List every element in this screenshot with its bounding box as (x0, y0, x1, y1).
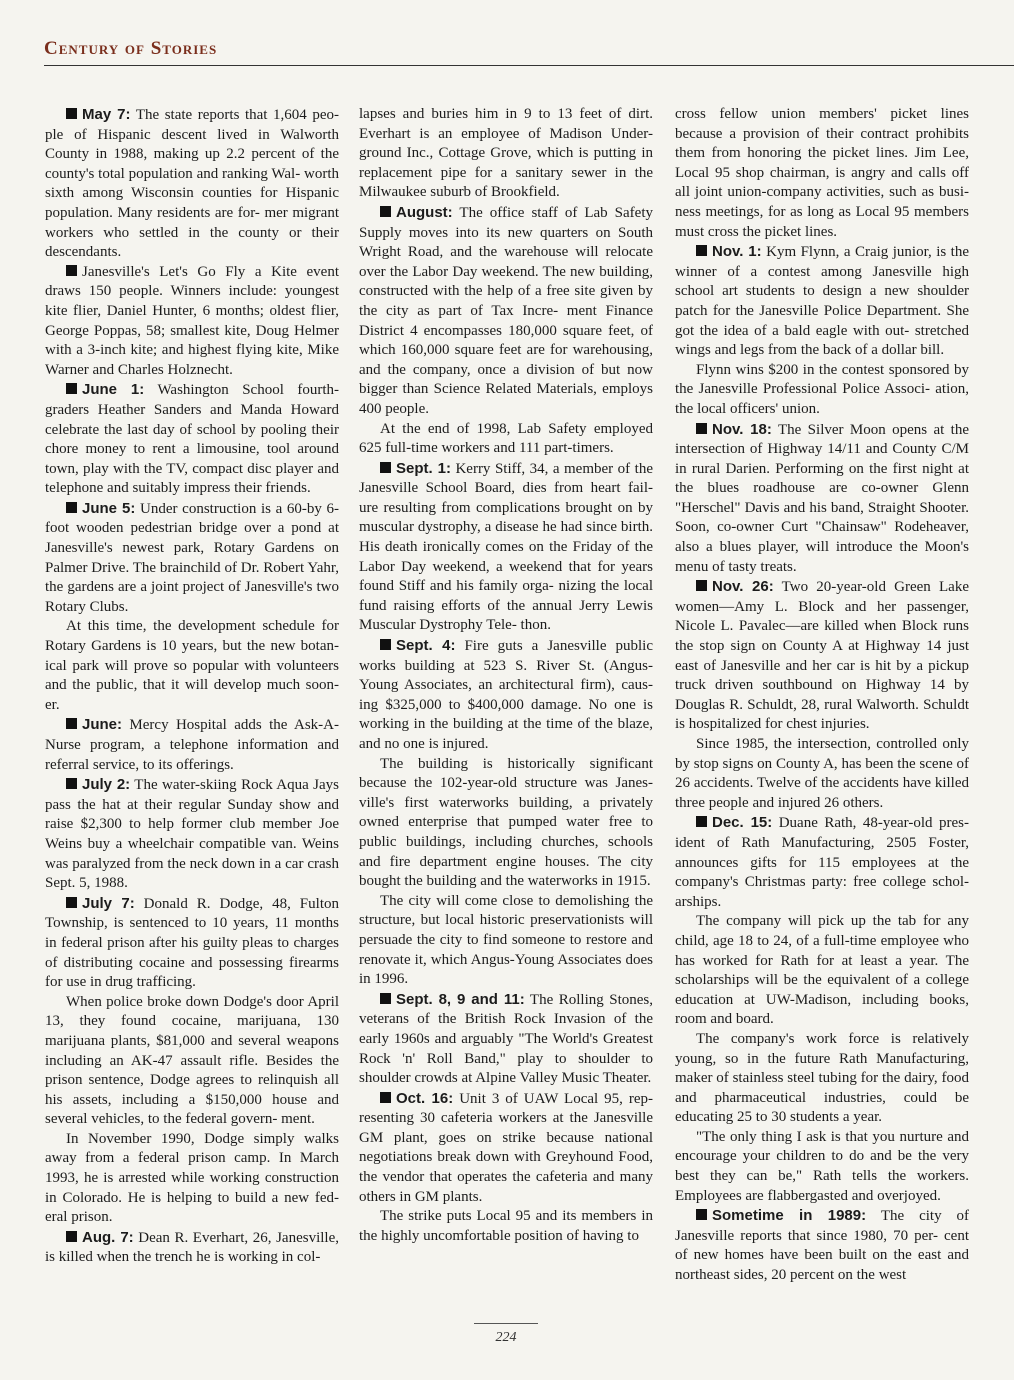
entry-date: Dec. 15: (712, 814, 773, 832)
dated-entry (45, 380, 339, 499)
paragraph: At this time, the development schedule for Rotary Gardens is 10 years, but the new botan- ical park will prove so popular with volunteers and the public, that it will develop much soon- er. (45, 618, 339, 713)
square-bullet-icon (66, 502, 77, 513)
dated-entry (45, 894, 339, 993)
entry-date: Nov. 18: (712, 420, 772, 438)
dated-entry (359, 203, 653, 420)
square-bullet-icon (66, 265, 77, 276)
entry-date: July 2: (82, 776, 131, 794)
entry-date: Oct. 16: (396, 1089, 454, 1107)
entry-text: Dean R. Everhart, 26, Janesville, is killed when the trench he is working in col- (45, 1229, 339, 1266)
square-bullet-icon (66, 1231, 77, 1242)
paragraph: The company's work force is relatively young, so in the future Rath Manufacturing, maker of stainless steel tubing for the dairy, food and pharmaceutical industries, could be educating 25 to 30 students a year. (675, 1030, 969, 1126)
continued-paragraph: cross fellow union members' picket lines because a provision of their contract prohibits them from honoring the picket lines. Jim Lee, Local 95 shop chairman, is angry and calls off all joint union-company activities, such as busi- ness meetings, for as long as Local 95 members must cross the picket lines. (675, 106, 969, 240)
header-rule (44, 65, 1014, 66)
paragraph: In November 1990, Dodge simply walks away from a federal prison camp. In March 1993, he is arrested while working construction in Colorado. He is helping to build a new fed- eral prison. (45, 1130, 339, 1226)
text-column-2 (359, 105, 653, 1246)
running-title: Century of Stories (44, 38, 218, 59)
page-number: 224 (495, 1330, 517, 1345)
dated-entry (675, 420, 969, 578)
paragraph: "The only thing I ask is that you nurture and encourage your children to do and be the very best they can be," Rath tells the workers. Employees are flabbergasted and overjoyed. (675, 1128, 969, 1204)
footer-rule (474, 1323, 538, 1324)
entry-date: Nov. 1: (712, 243, 762, 261)
square-bullet-icon (66, 897, 77, 908)
dated-entry (359, 636, 653, 755)
square-bullet-icon (380, 1092, 391, 1103)
entry-text: The Rolling Stones, veterans of the British Rock Invasion of the early 1960s and arguably "The World's Greatest Rock 'n' Roll Band," play to shoulder to shoulder crowds at Alpine Valley Music Theater. (359, 991, 653, 1087)
entry-date: June 1: (82, 381, 145, 399)
entry-text: Donald R. Dodge, 48, Fulton Township, is sentenced to 10 years, 11 months in federal prison after his guilty pleas to charges of distributing cocaine and possessing firearms for use in drug trafficing. (45, 895, 339, 991)
square-bullet-icon (696, 423, 707, 434)
entry-date: Nov. 26: (712, 578, 774, 596)
entry-date: Sometime in 1989: (712, 1207, 867, 1225)
entry-date: Aug. 7: (82, 1228, 134, 1246)
entry-text: Two 20-year-old Green Lake women—Amy L. Block and her passenger, Nicole L. Pavalec—are killed when Block runs the stop sign on County A at Highway 14 just east of Janesville and her car is hit by a pickup truck driven southbound on Highway 14 by Douglas R. Schuldt, 28, rural Walworth. Schuldt is hospitalized for chest injuries. (675, 579, 969, 733)
dated-entry (675, 1206, 969, 1285)
square-bullet-icon (380, 206, 391, 217)
square-bullet-icon (66, 718, 77, 729)
entry-text: The Silver Moon opens at the intersection of Highway 14/11 and County C/M in rural Darien. Performing on the first night at the blues roadhouse are co-owner Glenn "Herschel" Davis and his band, Straight Shooter. Soon, co-owner Curt "Chainsaw" Rodeheaver, also a blues player, will introduce the Moon's menu of tasty treats. (675, 421, 969, 575)
entry-text: Washington School fourth- graders Heather Sanders and Manda Howard celebrate the last day of school by pooling their chore money to rent a limousine, tool around town, play with the TV, compact disc player and telephone and suitably impress their friends. (45, 382, 340, 497)
entry-text: Kerry Stiff, 34, a member of the Janesville School Board, dies from heart fail- ure resulting from complications brought on by muscular dystrophy, a disease he had since birth. His death ironically comes on the Friday of the Labor Day weekend, a weekend that for years found Stiff and his family orga- nizing the local fund raising efforts of the annual Jerry Lewis Muscular Dystrophy Tele- thon. (359, 460, 653, 634)
entry-date: August: (396, 203, 453, 221)
square-bullet-icon (66, 778, 77, 789)
entry-text: Kym Flynn, a Craig junior, is the winner of a contest among Janesville high school art students to design a new shoulder patch for the Janesville Police Department. She got the idea of a bald eagle with out- stretched wings and legs from the back of a dollar bill. (675, 244, 969, 359)
dated-entry (675, 813, 969, 912)
paragraph: The strike puts Local 95 and its members in the highly uncomfortable position of having to (359, 1208, 653, 1244)
text-column-3 (675, 105, 969, 1286)
dated-entry (45, 715, 339, 775)
paragraph: When police broke down Dodge's door April 13, they found cocaine, marijuana, 130 marijuana plants, $81,000 and several weapons including an AK-47 assault rifle. Besides the prison sentence, Dodge agrees to relinquish all his assets, including a $150,000 house and several vehicles, to the federal govern- ment. (45, 993, 339, 1128)
entry-text: The state reports that 1,604 peo- ple of Hispanic descent lived in Walworth County in 1988, making up 2.2 percent of the county's total population and ranking Wal- worth sixth among Wisconsin counties for Hispanic population. Many residents are for- mer migrant workers who settled in the county or their descendants. (45, 107, 340, 261)
text-column-1 (45, 105, 339, 1268)
entry-date: June: (82, 716, 123, 734)
paragraph: Since 1985, the intersection, controlled only by stop signs on County A, has been the scene of 26 accidents. Twelve of the accidents have killed three people and injured 26 others. (675, 736, 969, 811)
dated-entry (45, 775, 339, 894)
square-bullet-icon (66, 383, 77, 394)
entry-text: Mercy Hospital adds the Ask-A- Nurse program, a telephone information and referral service, to its offerings. (45, 717, 339, 773)
square-bullet-icon (380, 462, 391, 473)
paragraph: Flynn wins $200 in the contest sponsored by the Janesville Professional Police Associ- ation, the local officers' union. (675, 361, 969, 417)
page-header (44, 38, 994, 60)
dated-entry (45, 105, 339, 263)
square-bullet-icon (696, 1209, 707, 1220)
paragraph: At the end of 1998, Lab Safety employed 625 full-time workers and 111 part-timers. (359, 420, 653, 457)
entry-text: The city of Janesville reports that since 1980, 70 per- cent of new homes have been built on the east and northeast sides, 20 percent on the west (675, 1208, 970, 1284)
dated-entry (45, 1228, 339, 1268)
square-bullet-icon (696, 816, 707, 827)
paragraph: The company will pick up the tab for any child, age 18 to 24, of a full-time employee who has worked for Rath for at least a year. The scholarships will be the equivalent of a college education at UW-Madison, including books, room and board. (675, 913, 969, 1028)
square-bullet-icon (66, 108, 77, 119)
dated-entry (45, 263, 339, 381)
paragraph: The city will come close to demolishing the structure, but local historic preservationists will persuade the city to find someone to restore and renovate it, which Angus-Young Associates does in 1996. (359, 892, 653, 988)
entry-text: Janesville's Let's Go Fly a Kite event draws 150 people. Winners include: youngest kite flier, Daniel Hunter, 6 months; oldest flier, George Poppas, 58; smallest kite, Doug Helmer with a 3-inch kite; and highest flying kite, Mike Warner and Charles Holznecht. (45, 263, 339, 378)
entry-date: July 7: (82, 894, 135, 912)
square-bullet-icon (380, 639, 391, 650)
page-footer (474, 1323, 538, 1346)
dated-entry (675, 577, 969, 735)
entry-date: Sept. 8, 9 and 11: (396, 990, 525, 1008)
entry-text: Under construction is a 60-by 6-foot wooden pedestrian bridge over a pond at Janesville's newest park, Rotary Gardens on Palmer Drive. The brainchild of Dr. Robert Yahr, the gardens are a joint project of Janesville's two Rotary Clubs. (45, 500, 340, 615)
continued-paragraph: lapses and buries him in 9 to 13 feet of dirt. Everhart is an employee of Madison Under- ground Inc., Cottage Grove, which is putting in replacement pipe for a sanitary sewer in the Milwaukee suburb of Brookfield. (359, 106, 653, 201)
entry-date: June 5: (82, 499, 136, 517)
dated-entry (359, 990, 653, 1089)
dated-entry (45, 499, 339, 618)
square-bullet-icon (696, 245, 707, 256)
paragraph: The building is historically significant because the 102-year-old structure was Janes- ville's first waterworks building, a privately owned enterprise that pumped water free to public buildings, including churches, schools and fire department engine houses. The city bought the building and the waterworks in 1915. (359, 755, 653, 890)
square-bullet-icon (380, 993, 391, 1004)
entry-text: Duane Rath, 48-year-old pres- ident of Rath Manufacturing, 2505 Foster, announces gifts for 115 employees at the company's Christmas party: free college schol- arships. (675, 815, 969, 910)
dated-entry (359, 459, 653, 636)
square-bullet-icon (696, 580, 707, 591)
entry-text: The office staff of Lab Safety Supply moves into its new quarters on South Wright Road, and the warehouse will relocate over the Labor Day weekend. The new building, constructed with the help of a free site given by the city as part of Tax Incre- ment Finance District 4 encompasses 180,000 square feet, of which 160,000 square feet are for warehousing, and the company, once a division of but now bigger than Science Related Materials, employs 400 people. (359, 204, 653, 417)
entry-text: Unit 3 of UAW Local 95, rep- resenting 30 cafeteria workers at the Janesville GM plant, goes on strike because national negotiations break down with Greyhound Food, the vendor that operates the cafeteria and many others in GM plants. (359, 1090, 654, 1205)
entry-text: Fire guts a Janesville public works building at 523 S. River St. (Angus- Young Associates, an architectural firm), caus- ing $325,000 to $400,000 damage. No one is working in the building at the time of the blaze, and no one is injured. (359, 638, 653, 752)
entry-date: May 7: (82, 106, 131, 123)
dated-entry (675, 242, 969, 361)
entry-date: Sept. 1: (396, 459, 451, 477)
entry-text: The water-skiing Rock Aqua Jays pass the hat at their regular Sunday show and raise $2,300 to help former club member Joe Weins buy a wheelchair compatible van. Weins was paralyzed from the neck down in a car crash Sept. 5, 1988. (45, 777, 340, 892)
dated-entry (359, 1089, 653, 1208)
entry-date: Sept. 4: (396, 637, 456, 655)
